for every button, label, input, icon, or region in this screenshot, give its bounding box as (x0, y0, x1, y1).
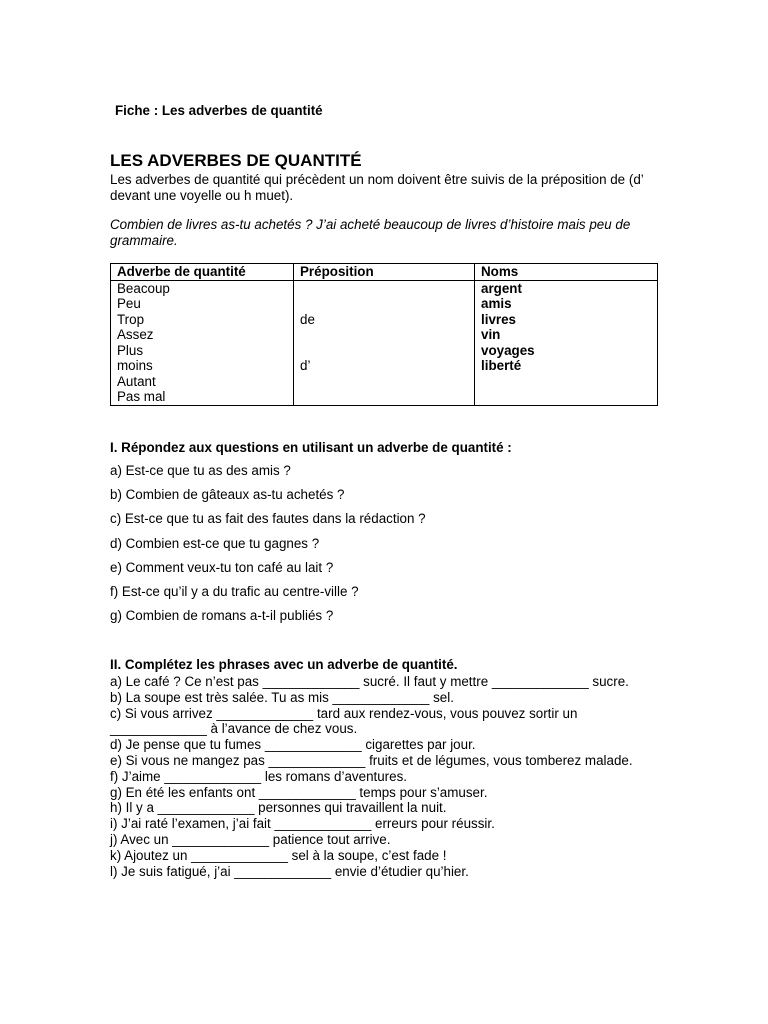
adverb-item: Plus (117, 342, 144, 358)
sentence-item: j) Avec un _____________ patience tout arrive. (110, 831, 391, 847)
section2-title: II. Complétez les phrases avec un adverbe de quantité. (110, 657, 458, 672)
table-body-row (111, 280, 658, 405)
example-paragraph: Combien de livres as-tu achetés ? J’ai acheté beaucoup de livres d’histoire mais peu de grammaire. (110, 217, 631, 248)
sentence-item: c) Si vous arrivez _____________ tard aux rendez-vous, vous pouvez sortir un _____________ à l’avance de chez vous. (110, 705, 578, 737)
preposition-item (300, 327, 468, 343)
adverb-item: Beacoup (117, 280, 170, 296)
section2-sentences (110, 674, 670, 879)
header-adverbe: Adverbe de quantité (111, 264, 294, 281)
preposition-item (300, 343, 468, 359)
main-title: LES ADVERBES DE QUANTITÉ (110, 151, 362, 170)
noun-item: amis (481, 296, 512, 311)
adverb-item: Autant (117, 373, 156, 389)
sentence-item: b) La soupe est très salée. Tu as mis _____________ sel. (110, 689, 454, 705)
sentence-item: g) En été les enfants ont _____________ temps pour s’amuser. (110, 784, 488, 800)
adverb-item: Peu (117, 296, 141, 311)
sentence-item: i) J’ai raté l’examen, j’ai fait _____________ erreurs pour réussir. (110, 816, 495, 832)
sentence-item: e) Si vous ne mangez pas _____________ fruits et de légumes, vous tomberez malade. (110, 752, 633, 768)
adverbs-table (110, 263, 658, 406)
noun-item: voyages (481, 342, 535, 358)
header-preposition: Préposition (294, 264, 475, 281)
preposition-item (300, 281, 468, 297)
preposition-item: d’ (300, 358, 311, 373)
question-item: d) Combien est-ce que tu gagnes ? (110, 535, 320, 551)
question-item: b) Combien de gâteaux as-tu achetés ? (110, 487, 345, 503)
question-item: a) Est-ce que tu as des amis ? (110, 463, 291, 478)
adverb-item: moins (117, 358, 153, 373)
header-noms: Noms (475, 264, 658, 281)
preposition-item: de (300, 311, 315, 327)
sentence-item: h) Il y a _____________ personnes qui travaillent la nuit. (110, 800, 447, 816)
table-header-row (111, 264, 658, 281)
nouns-cell (475, 280, 658, 405)
sentence-item: f) J’aime _____________ les romans d’aventures. (110, 768, 408, 784)
question-item: e) Comment veux-tu ton café au lait ? (110, 559, 334, 575)
preposition-item (300, 389, 468, 405)
section1-title: I. Répondez aux questions en utilisant un adverbe de quantité : (110, 440, 512, 455)
question-item: f) Est-ce qu’il y a du trafic au centre-ville ? (110, 583, 359, 599)
adverbs-cell (111, 280, 294, 405)
sentence-item: a) Le café ? Ce n’est pas _____________ sucré. Il faut y mettre _____________ sucre. (110, 674, 629, 689)
sentence-item: l) Je suis fatigué, j’ai _____________ envie d’étudier qu’hier. (110, 863, 469, 879)
intro-paragraph: Les adverbes de quantité qui précèdent un nom doivent être suivis de la préposition de (d’ devant une voyelle ou h muet). (110, 172, 644, 203)
adverb-item: Trop (117, 311, 145, 327)
section1-questions (110, 463, 670, 632)
noun-item: liberté (481, 358, 522, 373)
noun-item: livres (481, 311, 516, 327)
noun-item: argent (481, 280, 522, 296)
adverb-item: Assez (117, 327, 154, 342)
noun-item (481, 374, 651, 390)
question-item: g) Combien de romans a-t-il publiés ? (110, 608, 334, 624)
sentence-item: d) Je pense que tu fumes _____________ cigarettes par jour. (110, 737, 476, 753)
sheet-header: Fiche : Les adverbes de quantité (115, 103, 323, 118)
preposition-item (300, 296, 468, 312)
adverb-item: Pas mal (117, 389, 166, 404)
prepositions-cell (294, 280, 475, 405)
noun-item: vin (481, 327, 501, 342)
preposition-item (300, 374, 468, 390)
question-item: c) Est-ce que tu as fait des fautes dans la rédaction ? (110, 511, 426, 527)
noun-item (481, 389, 651, 405)
sentence-item: k) Ajoutez un _____________ sel à la soupe, c’est fade ! (110, 847, 447, 863)
